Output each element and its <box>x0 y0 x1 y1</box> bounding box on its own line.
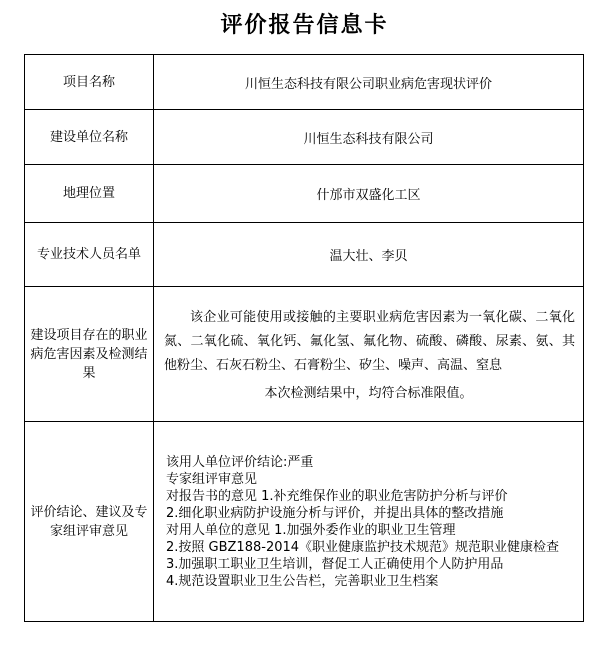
conclusion-line: 对用人单位的意见 1.加强外委作业的职业卫生管理 <box>166 522 456 538</box>
staff-value: 温大壮、李贝 <box>154 223 584 287</box>
conclusion-line: 专家组评审意见 <box>166 471 258 487</box>
conclusion-line: 4.规范设置职业卫生公告栏，完善职业卫生档案 <box>166 573 439 589</box>
hazards-cell <box>154 287 584 422</box>
card-title: 评价报告信息卡 <box>220 12 389 38</box>
row-hazards <box>25 287 584 422</box>
location-value: 什邡市双盛化工区 <box>154 165 584 223</box>
row-staff <box>25 223 584 287</box>
row-project-name <box>25 55 584 110</box>
project-name-label: 项目名称 <box>25 55 154 110</box>
conclusion-line: 3.加强职工职业卫生培训，督促工人正确使用个人防护用品 <box>166 556 504 572</box>
location-label: 地理位置 <box>25 165 154 223</box>
builder-label: 建设单位名称 <box>25 110 154 165</box>
conclusion-line: 2.按照 GBZ188-2014《职业健康监护技术规范》规范职业健康检查 <box>166 539 560 555</box>
conclusion-line: 2.细化职业病防护设施分析与评价，并提出具体的整改措施 <box>166 505 504 521</box>
info-card-table <box>24 54 584 622</box>
row-location <box>25 165 584 223</box>
hazards-paragraph: 该企业可能使用或接触的主要职业病危害因素为一氧化碳、二氧化氮、二氧化硫、氧化钙、氟化氢、氟化物、硫酸、磷酸、尿素、氨、其他粉尘、石灰石粉尘、石膏粉尘、矽尘、噪声、高温、窒息 <box>164 310 575 373</box>
hazards-label: 建设项目存在的职业病危害因素及检测结果 <box>25 287 154 422</box>
conclusion-lines <box>154 454 583 590</box>
conclusion-line: 对报告书的意见 1.补充维保作业的职业危害防护分析与评价 <box>166 488 508 504</box>
project-name-value: 川恒生态科技有限公司职业病危害现状评价 <box>154 55 584 110</box>
conclusion-cell <box>154 422 584 622</box>
row-builder <box>25 110 584 165</box>
builder-value: 川恒生态科技有限公司 <box>154 110 584 165</box>
staff-label: 专业技术人员名单 <box>25 223 154 287</box>
conclusion-line: 该用人单位评价结论:严重 <box>166 454 314 470</box>
conclusion-label: 评价结论、建议及专家组评审意见 <box>25 422 154 622</box>
hazards-result: 本次检测结果中，均符合标准限值。 <box>264 386 473 401</box>
row-conclusion <box>25 422 584 622</box>
